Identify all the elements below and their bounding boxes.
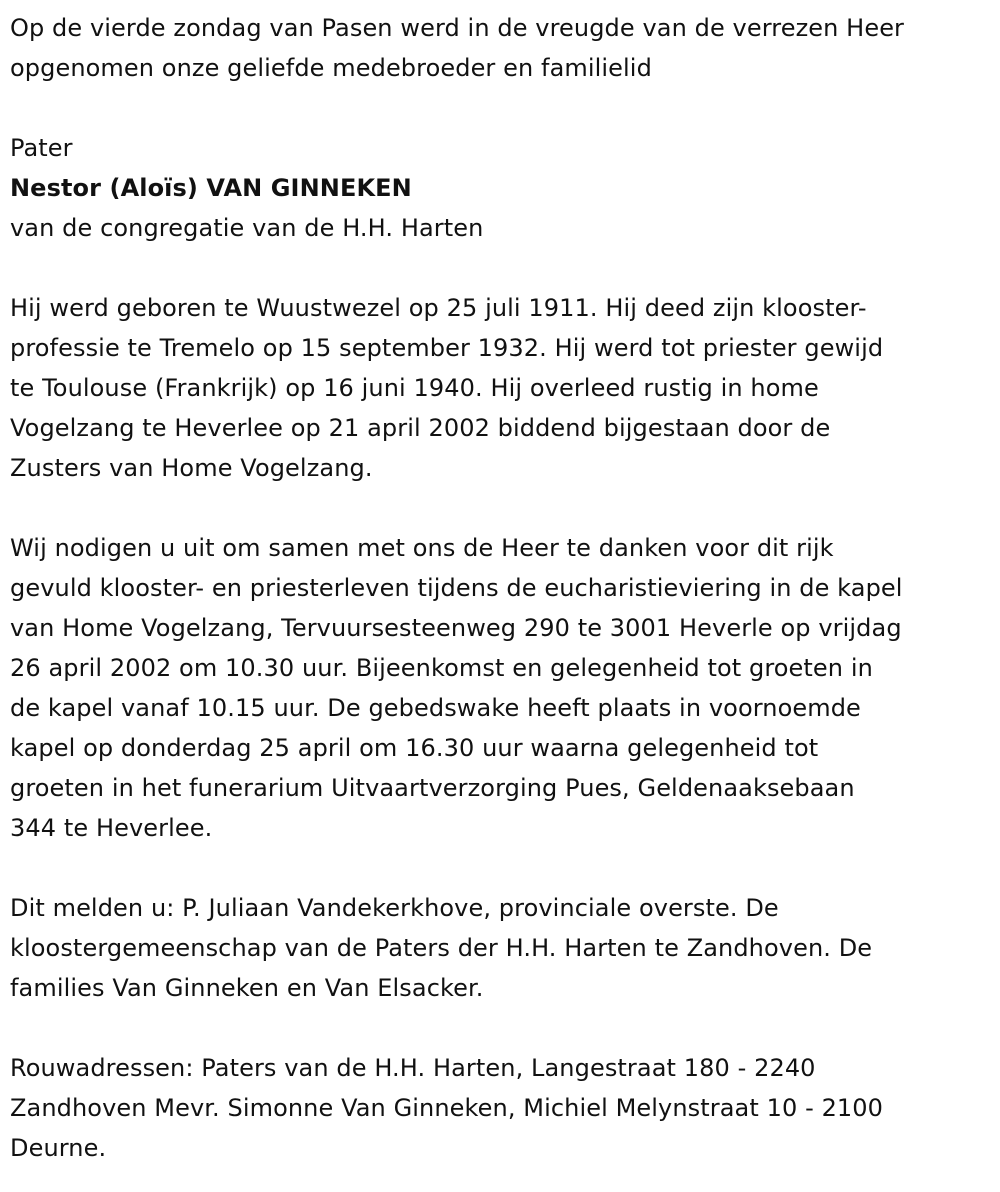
deceased-heading (10, 128, 995, 248)
invitation-line: de kapel vanaf 10.15 uur. De gebedswake heeft plaats in voornoemde (10, 694, 861, 722)
intro-line: opgenomen onze geliefde medebroeder en familielid (10, 54, 652, 82)
paragraph-spacer (10, 248, 995, 288)
paragraph-spacer (10, 1008, 995, 1048)
invitation-line: 344 te Heverlee. (10, 814, 213, 842)
intro-line: Op de vierde zondag van Pasen werd in de vreugde van de verrezen Heer (10, 14, 905, 42)
notified-by-line: Dit melden u: P. Juliaan Vandekerkhove, provinciale overste. De (10, 894, 779, 922)
notified-by-paragraph (10, 888, 995, 1008)
paragraph-spacer (10, 88, 995, 128)
biography-line: te Toulouse (Frankrijk) op 16 juni 1940. Hij overleed rustig in home (10, 374, 819, 402)
condolence-address-paragraph (10, 1048, 995, 1168)
invitation-line: gevuld klooster- en priesterleven tijdens de eucharistieviering in de kapel (10, 574, 903, 602)
condolence-address-line: Zandhoven Mevr. Simonne Van Ginneken, Michiel Melynstraat 10 - 2100 (10, 1094, 884, 1122)
invitation-paragraph (10, 528, 995, 848)
invitation-line: kapel op donderdag 25 april om 16.30 uur waarna gelegenheid tot (10, 734, 819, 762)
condolence-address-line: Rouwadressen: Paters van de H.H. Harten, Langestraat 180 - 2240 (10, 1054, 816, 1082)
congregation-line: van de congregatie van de H.H. Harten (10, 214, 484, 242)
biography-line: Zusters van Home Vogelzang. (10, 454, 373, 482)
paragraph-spacer (10, 848, 995, 888)
notified-by-line: families Van Ginneken en Van Elsacker. (10, 974, 484, 1002)
invitation-line: Wij nodigen u uit om samen met ons de Heer te danken voor dit rijk (10, 534, 834, 562)
invitation-line: van Home Vogelzang, Tervuursesteenweg 290 te 3001 Heverle op vrijdag (10, 614, 902, 642)
biography-paragraph (10, 288, 995, 488)
intro-paragraph (10, 8, 995, 88)
condolence-address-line: Deurne. (10, 1134, 107, 1162)
invitation-line: 26 april 2002 om 10.30 uur. Bijeenkomst en gelegenheid tot groeten in (10, 654, 873, 682)
title-word: Pater (10, 134, 73, 162)
deceased-name: Nestor (Aloïs) VAN GINNEKEN (10, 174, 412, 202)
biography-line: Hij werd geboren te Wuustwezel op 25 juli 1911. Hij deed zijn klooster- (10, 294, 867, 322)
invitation-line: groeten in het funerarium Uitvaartverzorging Pues, Geldenaaksebaan (10, 774, 855, 802)
biography-line: Vogelzang te Heverlee op 21 april 2002 biddend bijgestaan door de (10, 414, 831, 442)
biography-line: professie te Tremelo op 15 september 1932. Hij werd tot priester gewijd (10, 334, 884, 362)
notified-by-line: kloostergemeenschap van de Paters der H.H. Harten te Zandhoven. De (10, 934, 873, 962)
paragraph-spacer (10, 488, 995, 528)
obituary-document (10, 8, 995, 1168)
